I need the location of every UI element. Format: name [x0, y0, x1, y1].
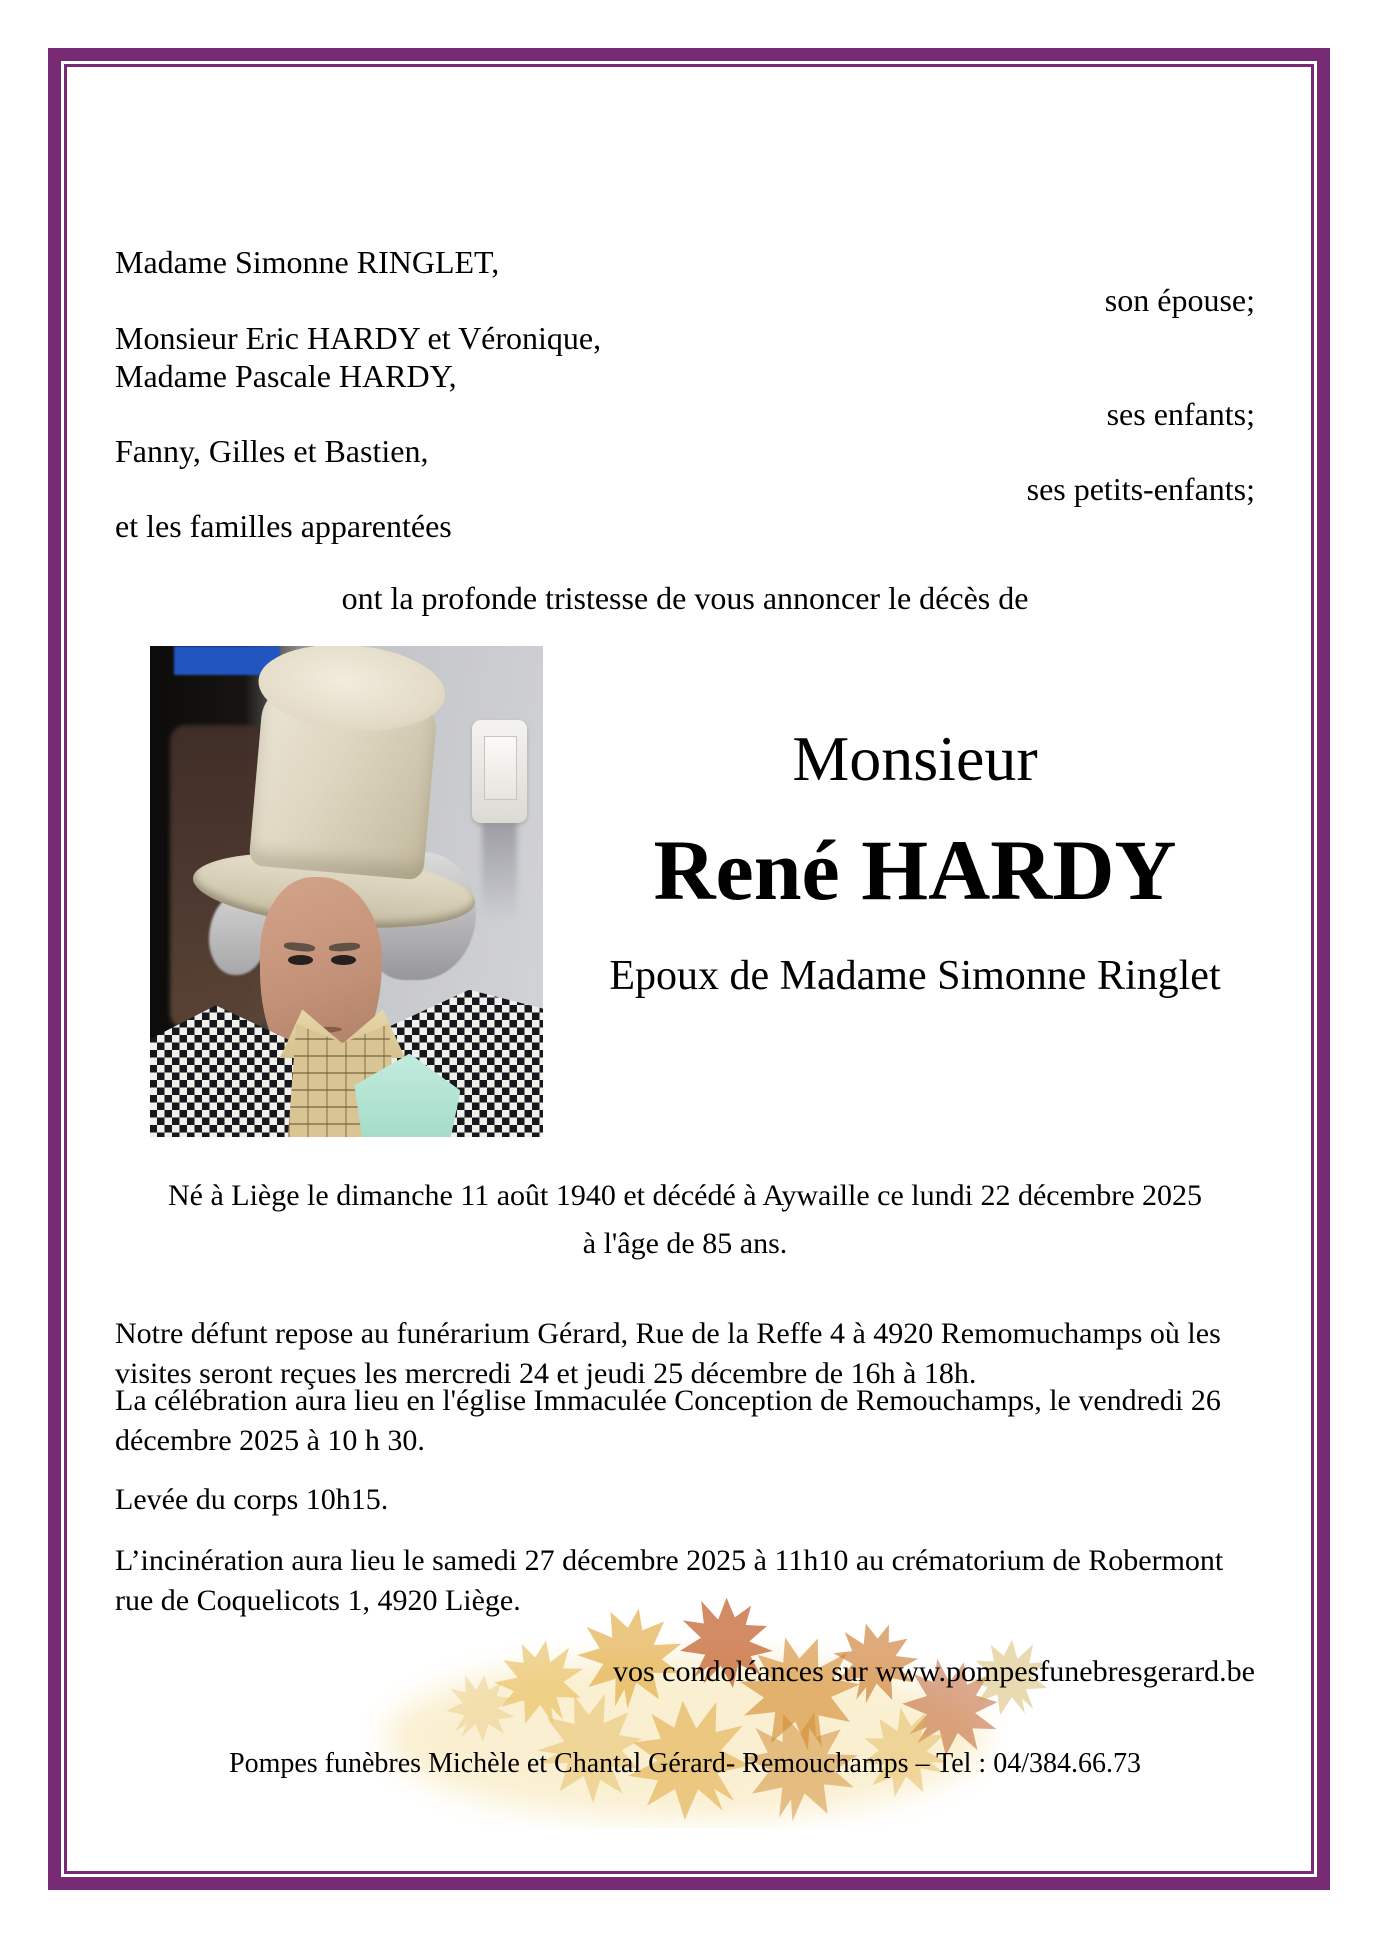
family-child-2: Madame Pascale HARDY, [115, 358, 457, 394]
deceased-name: René HARDY [653, 822, 1177, 918]
relation-grandchildren: ses petits-enfants; [1026, 471, 1255, 507]
condolences-line: vos condoléances sur www.pompesfunebresgerard.be [612, 1655, 1255, 1688]
portrait-photo [150, 646, 543, 1137]
levee-du-corps-line: Levée du corps 10h15. [115, 1483, 389, 1516]
family-related-families: et les familles apparentées [115, 508, 452, 544]
autumn-leaves-decoration [330, 1588, 1050, 1828]
incineration-paragraph: L’incinération aura lieu le samedi 27 décembre 2025 à 11h10 au crématorium de Robermont rue de Coquelicots 1, 4920 Liège. [115, 1544, 1224, 1617]
announcement-intro-line: ont la profonde tristesse de vous annoncer le décès de [341, 580, 1029, 616]
family-child-1: Monsieur Eric HARDY et Véronique, [115, 320, 602, 356]
relation-spouse: son épouse; [1104, 282, 1255, 318]
celebration-paragraph: La célébration aura lieu en l'église Immaculée Conception de Remouchamps, le vendredi 26 décembre 2025 à 10 h 30. [115, 1384, 1221, 1457]
family-grandchildren: Fanny, Gilles et Bastien, [115, 433, 429, 469]
deceased-spouse-line: Epoux de Madame Simonne Ringlet [609, 953, 1221, 999]
repose-paragraph: Notre défunt repose au funérarium Gérard, Rue de la Reffe 4 à 4920 Remomuchamps où les visites seront reçues les mercredi 24 et jeudi 25 décembre de 16h à 18h. [115, 1317, 1221, 1390]
deceased-title: Monsieur [792, 723, 1038, 794]
family-spouse-name: Madame Simonne RINGLET, [115, 244, 500, 280]
birth-death-line-1: Né à Liège le dimanche 11 août 1940 et décédé à Aywaille ce lundi 22 décembre 2025 [167, 1179, 1203, 1212]
light-switch-shadow [482, 823, 517, 921]
funeral-home-line: Pompes funèbres Michèle et Chantal Gérard- Remouchamps – Tel : 04/384.66.73 [229, 1748, 1141, 1779]
birth-death-line-2: à l'âge de 85 ans. [582, 1227, 788, 1260]
relation-children: ses enfants; [1106, 396, 1255, 432]
